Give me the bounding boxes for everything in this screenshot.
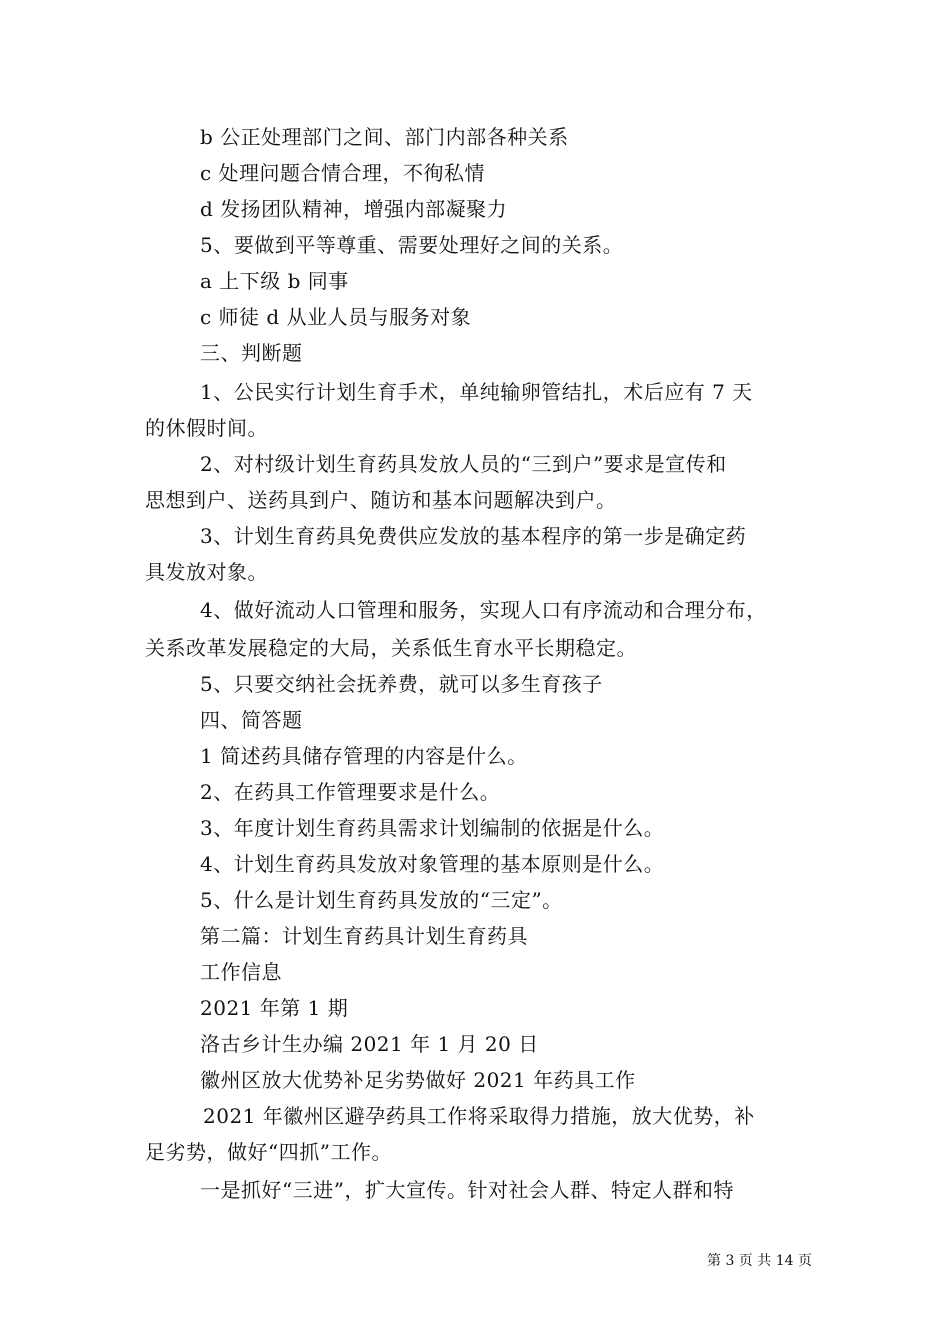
question-5-line: 5、要做到平等尊重、需要处理好之间的关系。 bbox=[200, 233, 624, 257]
short-answer-2: 2、在药具工作管理要求是什么。 bbox=[200, 780, 501, 804]
article-para-2-line-1: 一是抓好“三进”，扩大宣传。针对社会人群、特定人群和特 bbox=[200, 1178, 734, 1202]
page-number: 第 3 页 共 14 页 bbox=[707, 1253, 812, 1269]
short-answer-1: 1 简述药具储存管理的内容是什么。 bbox=[200, 744, 528, 768]
bulletin-issue: 2021 年第 1 期 bbox=[200, 996, 349, 1020]
article-para-1-line-1: 2021 年徽州区避孕药具工作将采取得力措施，放大优势，补 bbox=[203, 1104, 755, 1128]
options-ab-line: a 上下级 b 同事 bbox=[200, 269, 349, 293]
short-answer-4: 4、计划生育药具发放对象管理的基本原则是什么。 bbox=[200, 852, 665, 876]
short-answer-5: 5、什么是计划生育药具发放的“三定”。 bbox=[200, 888, 563, 912]
article-para-1-line-2: 足劣势，做好“四抓”工作。 bbox=[145, 1140, 392, 1164]
judgement-2-line-2: 思想到户、送药具到户、随访和基本问题解决到户。 bbox=[145, 488, 617, 512]
option-d-line: d 发扬团队精神，增强内部凝聚力 bbox=[200, 197, 508, 221]
judgement-4-line-2: 关系改革发展稳定的大局，关系低生育水平长期稳定。 bbox=[145, 636, 637, 660]
article-headline: 徽州区放大优势补足劣势做好 2021 年药具工作 bbox=[200, 1068, 636, 1092]
chapter-heading: 第二篇：计划生育药具计划生育药具 bbox=[200, 924, 528, 948]
section-heading-judgement: 三、判断题 bbox=[200, 341, 303, 365]
judgement-3-line-1: 3、计划生育药具免费供应发放的基本程序的第一步是确定药 bbox=[200, 524, 747, 548]
bulletin-editor-date: 洛古乡计生办编 2021 年 1 月 20 日 bbox=[200, 1032, 539, 1056]
judgement-5-line: 5、只要交纳社会抚养费，就可以多生育孩子 bbox=[200, 672, 603, 696]
judgement-1-line-2: 的休假时间。 bbox=[145, 416, 268, 440]
judgement-2-line-1: 2、对村级计划生育药具发放人员的“三到户”要求是宣传和 bbox=[200, 452, 727, 476]
short-answer-3: 3、年度计划生育药具需求计划编制的依据是什么。 bbox=[200, 816, 665, 840]
bulletin-title: 工作信息 bbox=[200, 960, 282, 984]
judgement-3-line-2: 具发放对象。 bbox=[145, 560, 268, 584]
section-heading-short-answer: 四、简答题 bbox=[200, 708, 303, 732]
option-b-line: b 公正处理部门之间、部门内部各种关系 bbox=[200, 125, 569, 149]
options-cd-line: c 师徒 d 从业人员与服务对象 bbox=[200, 305, 472, 329]
judgement-4-line-1: 4、做好流动人口管理和服务，实现人口有序流动和合理分布， bbox=[200, 598, 767, 622]
judgement-1-line-1: 1、公民实行计划生育手术，单纯输卵管结扎，术后应有 7 天 bbox=[200, 380, 753, 404]
option-c-line: c 处理问题合情合理，不徇私情 bbox=[200, 161, 486, 185]
